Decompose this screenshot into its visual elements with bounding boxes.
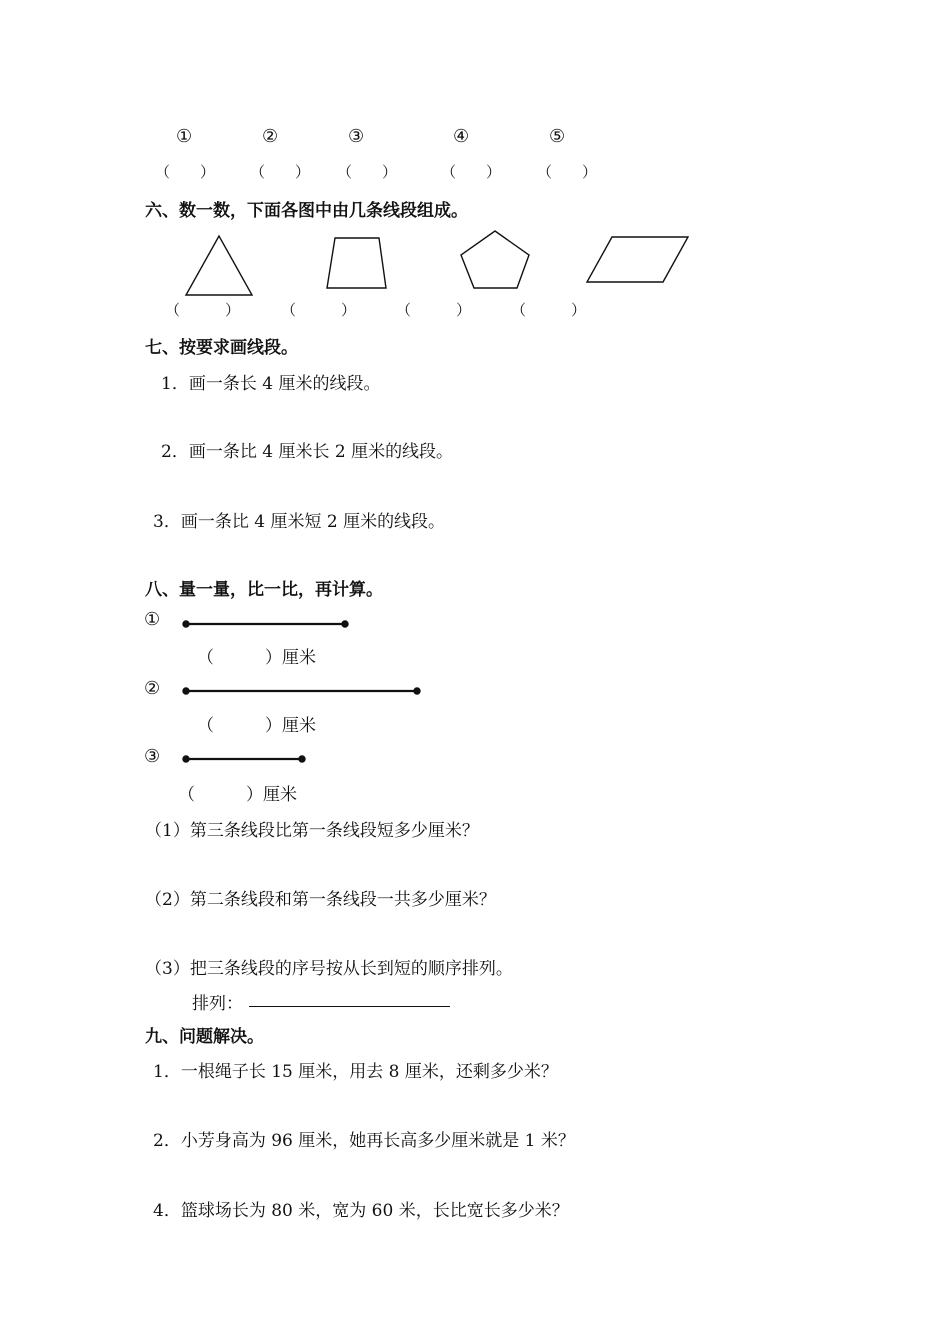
measure-answer[interactable]: （ ）厘米 (197, 648, 316, 668)
section-6-heading: 六、数一数，下面各图中由几条线段组成。 (145, 201, 468, 221)
measure-answer[interactable]: （ ）厘米 (197, 716, 316, 736)
instruction-item: 1．画一条长 4 厘米的线段。 (161, 374, 381, 394)
problem-item: 4．篮球场长为 80 米，宽为 60 米，长比宽长多少米？ (153, 1201, 569, 1221)
circle-number-4: ④ (453, 126, 470, 147)
segment-2 (183, 688, 420, 694)
segment-marker: ③ (144, 746, 161, 767)
answer-blank[interactable]: （ ） (537, 163, 598, 181)
segment-1 (183, 621, 348, 627)
trapezoid-icon (327, 238, 386, 288)
circle-number-2: ② (262, 126, 279, 147)
section-7-heading: 七、按要求画线段。 (145, 338, 298, 358)
parallelogram-icon (587, 237, 688, 282)
answer-blank[interactable]: （ ） (165, 301, 241, 319)
answer-blank[interactable]: （ ） (250, 163, 311, 181)
question-item: （2）第二条线段和第一条线段一共多少厘米？ (145, 890, 496, 910)
section-8-heading: 八、量一量，比一比，再计算。 (145, 580, 383, 600)
answer-blank[interactable]: （ ） (511, 301, 587, 319)
triangle-icon (186, 236, 252, 295)
measure-answer[interactable]: （ ）厘米 (178, 785, 297, 805)
circle-number-1: ① (176, 126, 193, 147)
answer-blank[interactable]: （ ） (441, 163, 502, 181)
answer-blank[interactable]: （ ） (396, 301, 472, 319)
question-item: （1）第三条线段比第一条线段短多少厘米？ (145, 821, 479, 841)
answer-blank[interactable]: （ ） (155, 163, 216, 181)
arrange-answer-line[interactable] (249, 1006, 450, 1007)
problem-item: 1．一根绳子长 15 厘米，用去 8 厘米，还剩多少米？ (153, 1062, 558, 1082)
question-item: （3）把三条线段的序号按从长到短的顺序排列。 (145, 959, 513, 979)
instruction-item: 2．画一条比 4 厘米长 2 厘米的线段。 (161, 442, 454, 462)
segment-3 (183, 756, 305, 762)
pentagon-icon (461, 231, 529, 288)
answer-blank[interactable]: （ ） (337, 163, 398, 181)
arrange-label: 排列： (192, 994, 243, 1014)
segment-marker: ② (144, 678, 161, 699)
problem-item: 2．小芳身高为 96 厘米，她再长高多少厘米就是 1 米？ (153, 1131, 575, 1151)
segment-marker: ① (144, 609, 161, 630)
circle-number-5: ⑤ (549, 126, 566, 147)
answer-blank[interactable]: （ ） (281, 301, 357, 319)
circle-number-3: ③ (348, 126, 365, 147)
section-9-heading: 九、问题解决。 (145, 1027, 264, 1047)
instruction-item: 3．画一条比 4 厘米短 2 厘米的线段。 (153, 512, 446, 532)
